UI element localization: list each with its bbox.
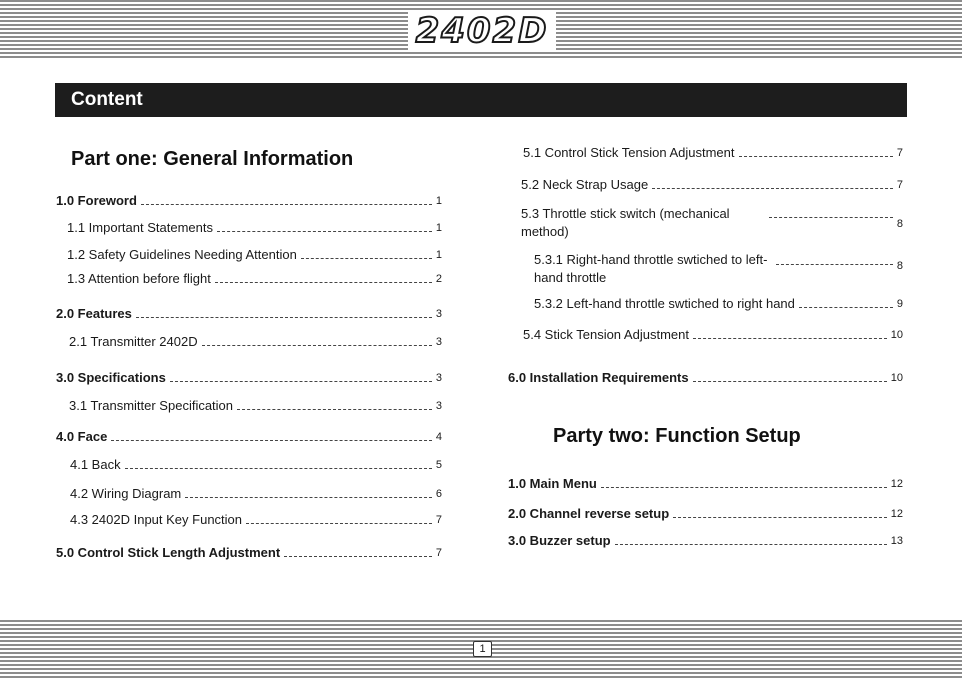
toc-page: 8 xyxy=(896,218,903,230)
toc-label: 4.2 Wiring Diagram xyxy=(70,486,182,501)
toc-label: 5.4 Stick Tension Adjustment xyxy=(523,327,689,342)
toc-entry[interactable] xyxy=(508,476,903,492)
toc-leader xyxy=(301,258,432,259)
toc-label: 3.0 Specifications xyxy=(56,370,166,385)
toc-label: 5.3.1 Right-hand throttle swtiched to left-hand throttle xyxy=(534,252,768,285)
toc-page: 3 xyxy=(435,372,442,384)
toc-page: 12 xyxy=(890,508,903,520)
toc-leader xyxy=(799,307,893,308)
part-one-title: Part one: General Information xyxy=(71,148,354,170)
toc-entry[interactable] xyxy=(56,429,442,445)
toc-page: 3 xyxy=(435,336,442,348)
toc-label: 1.0 Main Menu xyxy=(508,476,597,491)
part-two-title: Party two: Function Setup xyxy=(553,425,801,447)
toc-page: 3 xyxy=(435,308,442,320)
toc-entry[interactable] xyxy=(70,512,442,528)
logo-box xyxy=(408,10,556,52)
toc-page: 10 xyxy=(890,372,903,384)
toc-entry[interactable] xyxy=(69,398,442,414)
toc-entry[interactable] xyxy=(508,370,903,386)
toc-leader xyxy=(246,523,432,524)
toc-page: 2 xyxy=(435,273,442,285)
toc-page: 1 xyxy=(435,222,442,234)
toc-label: 5.2 Neck Strap Usage xyxy=(521,177,649,192)
toc-page: 4 xyxy=(435,431,442,443)
toc-page: 7 xyxy=(896,147,903,159)
toc-entry[interactable] xyxy=(70,486,442,502)
toc-entry[interactable] xyxy=(521,205,903,241)
toc-label: 3.1 Transmitter Specification xyxy=(69,398,234,413)
toc-label: 5.3.2 Left-hand throttle swtiched to right hand xyxy=(534,296,795,311)
toc-entry[interactable] xyxy=(508,533,903,549)
toc-page: 6 xyxy=(435,488,442,500)
toc-page: 5 xyxy=(435,459,442,471)
toc-leader xyxy=(615,544,887,545)
toc-page: 7 xyxy=(435,514,442,526)
toc-leader xyxy=(170,381,432,382)
toc-leader xyxy=(237,409,432,410)
toc-label: 5.0 Control Stick Length Adjustment xyxy=(56,545,281,560)
toc-entry[interactable] xyxy=(70,457,442,473)
toc-entry[interactable] xyxy=(521,177,903,193)
toc-page: 10 xyxy=(890,329,903,341)
toc-leader xyxy=(739,156,893,157)
toc-label: 2.1 Transmitter 2402D xyxy=(69,334,198,349)
toc-page: 7 xyxy=(435,547,442,559)
toc-leader xyxy=(217,231,432,232)
toc-leader xyxy=(601,487,887,488)
toc-leader xyxy=(202,345,432,346)
toc-entry[interactable] xyxy=(508,506,903,522)
toc-leader xyxy=(125,468,432,469)
toc-entry[interactable] xyxy=(534,296,903,312)
toc-leader xyxy=(776,264,893,265)
toc-label: 3.0 Buzzer setup xyxy=(508,533,611,548)
toc-label: 1.1 Important Statements xyxy=(67,220,213,235)
toc-leader xyxy=(284,556,432,557)
toc-entry[interactable] xyxy=(67,220,442,236)
toc-label: 1.3 Attention before flight xyxy=(67,271,211,286)
toc-label: 4.3 2402D Input Key Function xyxy=(70,512,243,527)
toc-leader xyxy=(111,440,432,441)
toc-label: 2.0 Features xyxy=(56,306,132,321)
toc-leader xyxy=(693,381,887,382)
toc-leader xyxy=(136,317,432,318)
toc-page: 8 xyxy=(896,260,903,272)
toc-entry[interactable] xyxy=(56,370,442,386)
page-number: 1 xyxy=(473,641,492,657)
toc-entry[interactable] xyxy=(69,334,442,350)
toc-page: 1 xyxy=(435,249,442,261)
toc-label: 4.1 Back xyxy=(70,457,121,472)
toc-label: 2.0 Channel reverse setup xyxy=(508,506,670,521)
toc-label: 5.1 Control Stick Tension Adjustment xyxy=(523,145,735,160)
toc-leader xyxy=(693,338,887,339)
toc-leader xyxy=(673,517,887,518)
toc-label: 4.0 Face xyxy=(56,429,108,444)
toc-leader xyxy=(769,217,893,218)
toc-page: 3 xyxy=(435,400,442,412)
toc-entry[interactable] xyxy=(56,545,442,561)
toc-page: 1 xyxy=(435,195,442,207)
toc-entry[interactable] xyxy=(56,193,442,209)
toc-leader xyxy=(185,497,432,498)
toc-label: 1.2 Safety Guidelines Needing Attention xyxy=(67,247,297,262)
toc-leader xyxy=(215,282,432,283)
toc-label: 1.0 Foreword xyxy=(56,193,137,208)
toc-entry[interactable] xyxy=(67,271,442,287)
toc-page: 9 xyxy=(896,298,903,310)
logo: 2402D xyxy=(415,11,549,51)
toc-entry[interactable] xyxy=(523,145,903,161)
toc-page: 7 xyxy=(896,179,903,191)
toc-entry[interactable] xyxy=(56,306,442,322)
toc-leader xyxy=(652,188,893,189)
toc-label: 6.0 Installation Requirements xyxy=(508,370,689,385)
toc-page: 13 xyxy=(890,535,903,547)
toc-entry[interactable] xyxy=(523,327,903,343)
toc-label: 5.3 Throttle stick switch (mechanical method) xyxy=(521,206,730,239)
content-bar xyxy=(55,83,907,117)
toc-entry[interactable] xyxy=(67,247,442,263)
toc-entry[interactable] xyxy=(534,251,903,287)
toc-page: 12 xyxy=(890,478,903,490)
content-title: Content xyxy=(71,89,143,110)
toc-leader xyxy=(141,204,432,205)
